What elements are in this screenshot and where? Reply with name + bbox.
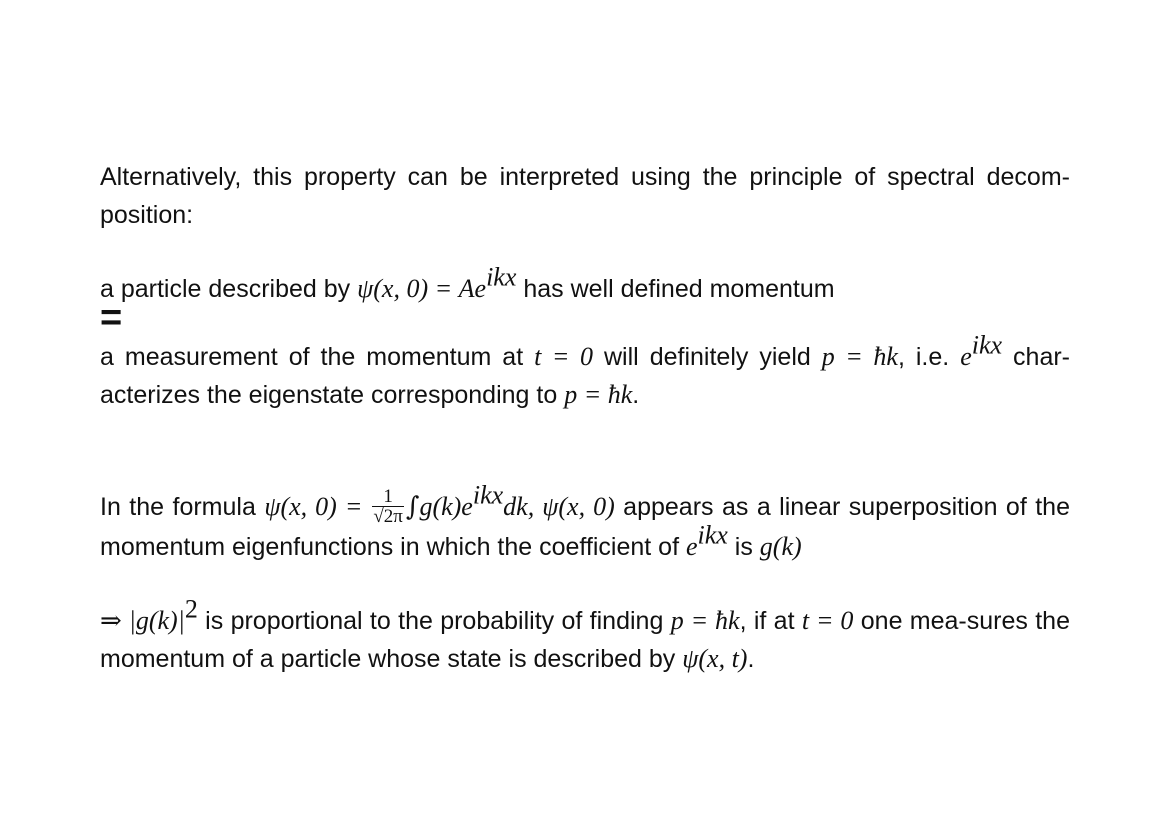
exponent-squared: 2 bbox=[184, 594, 198, 624]
probability-mid2: , if at bbox=[739, 606, 802, 635]
paragraph-spectral-intro bbox=[100, 158, 1070, 234]
time-zero: t = 0 bbox=[534, 342, 594, 371]
spacer bbox=[100, 414, 1070, 488]
probability-mid3: one mea-sures the momentum of a particle whose state is described by bbox=[100, 606, 1070, 673]
momentum-eq-hbar-k: p = ħk bbox=[564, 380, 633, 409]
measurement-end: . bbox=[632, 381, 640, 409]
fraction-one-over-sqrt-2pi bbox=[372, 487, 404, 526]
paragraph-measurement bbox=[100, 330, 1071, 414]
fraction-denominator: √2π bbox=[373, 505, 403, 527]
wavefunction-xt: ψ(x, t) bbox=[682, 643, 748, 673]
probability-mid1: is proportional to the probability of finding bbox=[197, 606, 671, 635]
abs-g-k: |g(k)| bbox=[128, 605, 185, 635]
measurement-mid2: , i.e. bbox=[897, 343, 961, 371]
slide-content bbox=[100, 158, 1070, 678]
differential-dk: dk, bbox=[503, 492, 543, 521]
paragraph-probability bbox=[100, 594, 1070, 678]
measurement-mid3: char-acterizes the eigenstate corresponding to bbox=[100, 343, 1071, 409]
fraction-numerator: 1 bbox=[372, 487, 404, 507]
wavefunction-plane-wave: ψ(x, 0) = Ae bbox=[357, 274, 487, 303]
exponent-ikx: ikx bbox=[486, 262, 517, 292]
wavefunction-x0: ψ(x, 0) = bbox=[264, 492, 371, 521]
paragraph-particle-momentum bbox=[100, 262, 1070, 308]
time-zero: t = 0 bbox=[801, 605, 854, 635]
formula-prefix: In the formula bbox=[100, 493, 265, 521]
implies-arrow: ⇒ bbox=[100, 605, 129, 635]
paragraph-superposition bbox=[100, 480, 1070, 566]
spacer bbox=[100, 234, 1070, 270]
coefficient-is: is bbox=[727, 532, 760, 561]
g-k-e: g(k)e bbox=[419, 492, 473, 521]
intro-text: Alternatively, this property can be interpreted using the principle of spectral decom-position: bbox=[100, 163, 1070, 229]
integral-sign: ∫ bbox=[405, 492, 420, 522]
exponent-ikx: ikx bbox=[971, 330, 1003, 360]
particle-prefix: a particle described by bbox=[100, 275, 358, 303]
measurement-prefix: a measurement of the momentum at bbox=[100, 343, 535, 371]
exponential-e: e bbox=[960, 342, 972, 371]
momentum-eq-hbar-k: p = ħk bbox=[670, 605, 740, 635]
exponent-ikx: ikx bbox=[472, 480, 504, 510]
wavefunction-x0: ψ(x, 0) bbox=[542, 492, 615, 521]
exponential-e: e bbox=[685, 531, 698, 561]
spacer bbox=[100, 566, 1070, 602]
probability-end: . bbox=[747, 644, 755, 673]
measurement-mid1: will definitely yield bbox=[593, 343, 822, 371]
exponent-ikx: ikx bbox=[697, 520, 728, 550]
coefficient-g-k: g(k) bbox=[759, 531, 802, 561]
momentum-eq-hbar-k: p = ħk bbox=[821, 342, 898, 371]
equivalence-symbol: = bbox=[100, 297, 123, 339]
particle-suffix: has well defined momentum bbox=[516, 275, 835, 303]
superposition-text: appears as a linear superposition of the momentum eigenfunctions in which the coefficient of bbox=[100, 493, 1070, 561]
